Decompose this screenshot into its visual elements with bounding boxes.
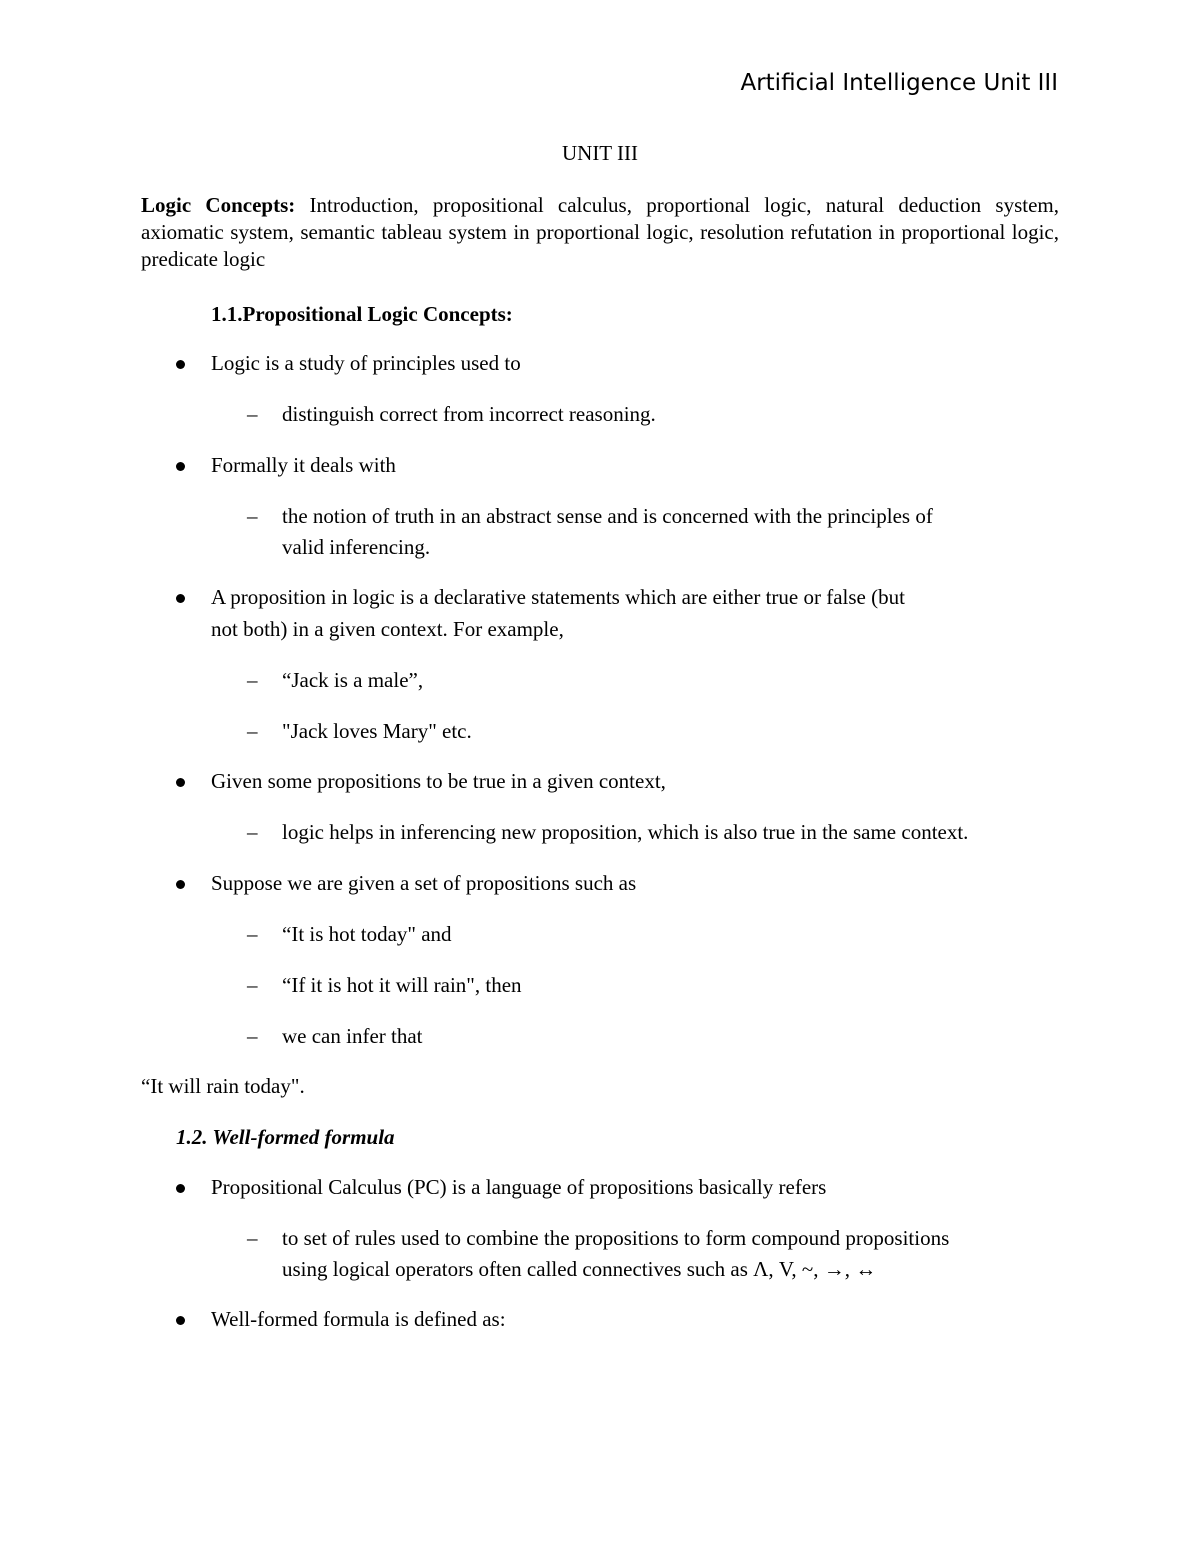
dash-icon: – [247,504,258,528]
bullet-icon [176,778,185,787]
bullet-icon [176,1316,185,1325]
sub-list-item: distinguish correct from incorrect reasoning. [282,402,656,426]
list-item: Formally it deals with [211,453,396,477]
sub-list-item: the notion of truth in an abstract sense and is concerned with the principles of [282,504,933,528]
intro-label: Logic Concepts: [141,193,296,217]
dash-icon: – [247,402,258,426]
conclusion-text: “It will rain today". [141,1074,305,1098]
sub-list-item: to set of rules used to combine the propositions to form compound propositions [282,1226,950,1250]
bullet-icon [176,1184,185,1193]
list-item: Given some propositions to be true in a given context, [211,769,666,793]
dash-icon: – [247,668,258,692]
dash-icon: – [247,719,258,743]
bullet-icon [176,594,185,603]
list-item: Logic is a study of principles used to [211,351,521,375]
bullet-icon [176,360,185,369]
dash-icon: – [247,922,258,946]
bullet-icon [176,880,185,889]
list-item: Propositional Calculus (PC) is a language of propositions basically refers [211,1175,827,1199]
section-heading-1-1: 1.1.Propositional Logic Concepts: [211,302,513,326]
intro-text: Introduction, propositional calculus, proportional logic, natural deduction system, axiomatic system, semantic tableau system in proportional logic, resolution refutation in proportional logic, predicate logic [141,193,1059,271]
sub-list-item: logic helps in inferencing new proposition, which is also true in the same context. [282,820,969,844]
unit-title: UNIT III [561,141,638,165]
sub-list-item: we can infer that [282,1024,423,1048]
list-item: A proposition in logic is a declarative statements which are either true or false (but [211,585,905,609]
list-item: Suppose we are given a set of propositions such as [211,871,637,895]
bullet-icon [176,462,185,471]
list-item-continuation: not both) in a given context. For example, [211,617,564,641]
dash-icon: – [247,973,258,997]
sub-list-item: “If it is hot it will rain", then [282,973,522,997]
sub-list-item: “Jack is a male”, [282,668,424,692]
sub-list-item-continuation: valid inferencing. [282,535,431,559]
section-heading-1-2: 1.2. Well-formed formula [176,1125,395,1149]
dash-icon: – [247,820,258,844]
sub-list-item-continuation: using logical operators often called connectives such as Λ, V, ~, →, ↔ [282,1257,877,1281]
sub-list-item: "Jack loves Mary" etc. [282,719,472,743]
dash-icon: – [247,1024,258,1048]
dash-icon: – [247,1226,258,1250]
sub-list-item: “It is hot today" and [282,922,452,946]
list-item: Well-formed formula is defined as: [211,1307,506,1331]
page-header: Artificial Intelligence Unit III [740,70,1058,96]
intro-paragraph [141,192,1059,273]
